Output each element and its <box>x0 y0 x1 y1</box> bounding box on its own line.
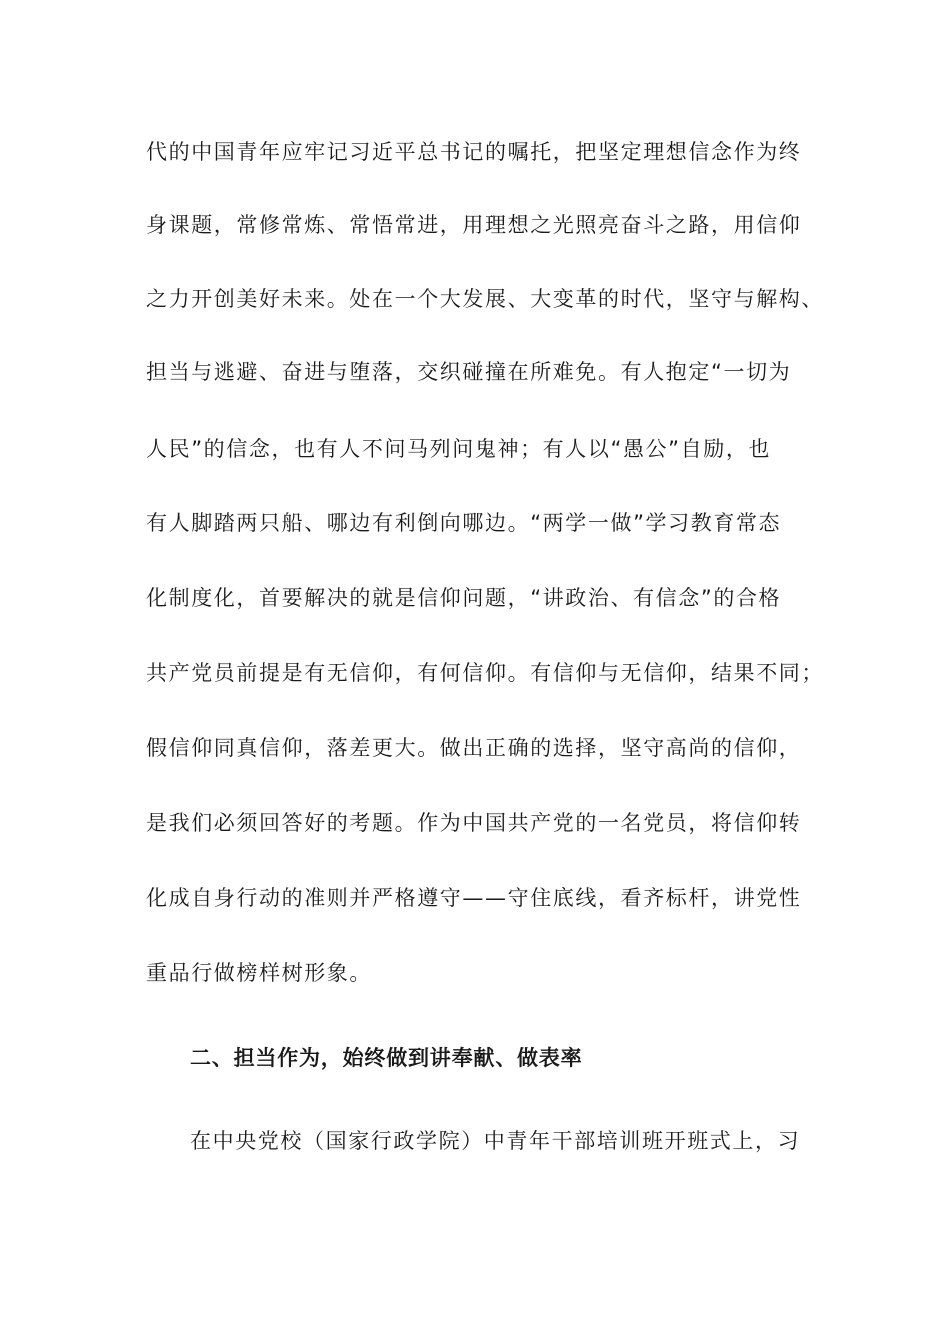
paragraph-line: 化成自身行动的准则并严格遵守——守住底线，看齐标杆，讲党性 <box>146 886 802 910</box>
paragraph-line: 人民”的信念，也有人不问马列问鬼神；有人以“愚公”自励，也 <box>146 437 772 461</box>
paragraph-line: 在中央党校（国家行政学院）中青年干部培训班开班式上，习 <box>190 1129 801 1153</box>
paragraph-line: 重品行做榜样树形象。 <box>146 961 372 985</box>
paragraph-line: 之力开创美好未来。处在一个大发展、大变革的时代，坚守与解构、 <box>146 287 824 311</box>
paragraph-line: 化制度化，首要解决的就是信仰问题，“讲政治、有信念”的合格 <box>146 586 782 610</box>
paragraph-line: 担当与逃避、奋进与堕落，交织碰撞在所难免。有人抱定“一切为 <box>146 360 792 384</box>
paragraph-line: 假信仰同真信仰，落差更大。做出正确的选择，坚守高尚的信仰， <box>146 736 802 760</box>
paragraph-line: 代的中国青年应牢记习近平总书记的嘱托，把坚定理想信念作为终 <box>146 140 802 164</box>
paragraph-line: 有人脚踏两只船、哪边有利倒向哪边。“两学一做”学习教育常态 <box>146 511 782 535</box>
paragraph-line: 身课题，常修常炼、常悟常进，用理想之光照亮奋斗之路，用信仰 <box>146 213 802 237</box>
paragraph-line: 共产党员前提是有无信仰，有何信仰。有信仰与无信仰，结果不同； <box>146 661 824 685</box>
paragraph-line: 是我们必须回答好的考题。作为中国共产党的一名党员，将信仰转 <box>146 811 802 835</box>
section-heading: 二、担当作为，始终做到讲奉献、做表率 <box>190 1046 583 1070</box>
